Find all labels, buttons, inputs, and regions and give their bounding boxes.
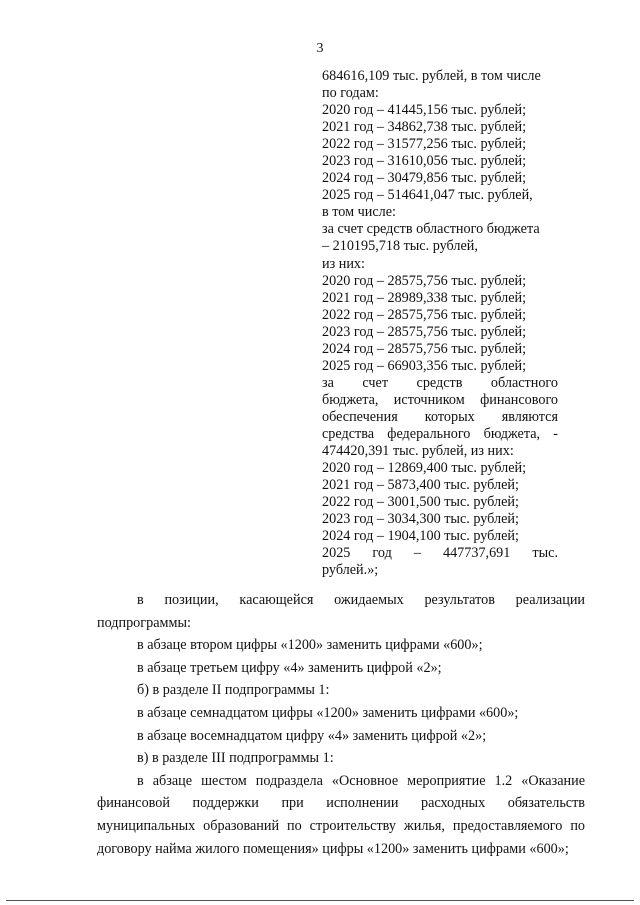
financing-line: бюджета, источником финансового xyxy=(322,391,558,408)
financing-line: обеспечения которых являются xyxy=(322,408,558,425)
page-bottom-edge xyxy=(6,900,634,901)
financing-line: 684616,109 тыс. рублей, в том числе xyxy=(322,68,541,84)
financing-line: 2022 год – 28575,756 тыс. рублей; xyxy=(322,306,527,323)
financing-line: 2024 год – 1904,100 тыс. рублей; xyxy=(322,528,519,545)
financing-line: за счет средств областного xyxy=(322,374,558,391)
paragraph: в абзаце шестом подраздела «Основное мероприятие 1.2 «Оказание финансовой поддержки при исполнении расходных обязательств муниципальных образований по строительству жилья, предоставляемого по договору найма жилого помещения» цифры «1200» заменить цифрами «600»; xyxy=(97,772,585,857)
paragraph: в абзаце восемнадцатом цифру «4» заменить цифрой «2»; xyxy=(137,727,487,744)
financing-line: 2021 год – 5873,400 тыс. рублей; xyxy=(322,477,519,494)
financing-line: 2024 год – 28575,756 тыс. рублей; xyxy=(322,340,527,357)
financing-line: 2025 год – 514641,047 тыс. рублей, xyxy=(322,187,533,204)
financing-line: средства федерального бюджета, - xyxy=(322,425,558,442)
financing-line: по годам: xyxy=(322,85,379,102)
paragraph: в абзаце семнадцатом цифры «1200» заменить цифрами «600»; xyxy=(137,704,519,721)
financing-line: 2022 год – 3001,500 тыс. рублей; xyxy=(322,494,519,511)
financing-line: 2021 год – 28989,338 тыс. рублей; xyxy=(322,289,527,306)
financing-line: 2023 год – 3034,300 тыс. рублей; xyxy=(322,511,519,528)
paragraph: б) в разделе II подпрограммы 1: xyxy=(137,682,330,699)
financing-line: 2020 год – 41445,156 тыс. рублей; xyxy=(322,102,527,119)
page-number: 3 xyxy=(316,41,324,56)
paragraph: в позиции, касающейся ожидаемых результатов реализации подпрограммы: xyxy=(97,592,585,631)
financing-line: 474420,391 тыс. рублей, из них: xyxy=(322,443,514,460)
financing-line: 2023 год – 28575,756 тыс. рублей; xyxy=(322,323,527,340)
financing-line: 2023 год – 31610,056 тыс. рублей; xyxy=(322,153,527,170)
financing-line: в том числе: xyxy=(322,204,396,221)
financing-line: 2025 год – 447737,691 тыс. xyxy=(322,545,558,562)
financing-line: 2022 год – 31577,256 тыс. рублей; xyxy=(322,136,527,153)
financing-column xyxy=(322,68,558,579)
amendments-text xyxy=(97,589,585,860)
paragraph: в абзаце втором цифры «1200» заменить цифрами «600»; xyxy=(137,637,483,654)
paragraph: в) в разделе III подпрограммы 1: xyxy=(137,750,334,767)
financing-line: 2020 год – 12869,400 тыс. рублей; xyxy=(322,460,527,477)
financing-line: 2024 год – 30479,856 тыс. рублей; xyxy=(322,170,527,187)
financing-line: 2021 год – 34862,738 тыс. рублей; xyxy=(322,119,527,136)
financing-line: за счет средств областного бюджета xyxy=(322,221,540,238)
paragraph: в абзаце третьем цифру «4» заменить цифрой «2»; xyxy=(137,659,442,676)
financing-line: из них: xyxy=(322,255,365,272)
financing-line: 2025 год – 66903,356 тыс. рублей; xyxy=(322,357,527,374)
financing-line: – 210195,718 тыс. рублей, xyxy=(322,238,478,255)
financing-line: рублей.»; xyxy=(322,562,379,579)
financing-line: 2020 год – 28575,756 тыс. рублей; xyxy=(322,272,527,289)
